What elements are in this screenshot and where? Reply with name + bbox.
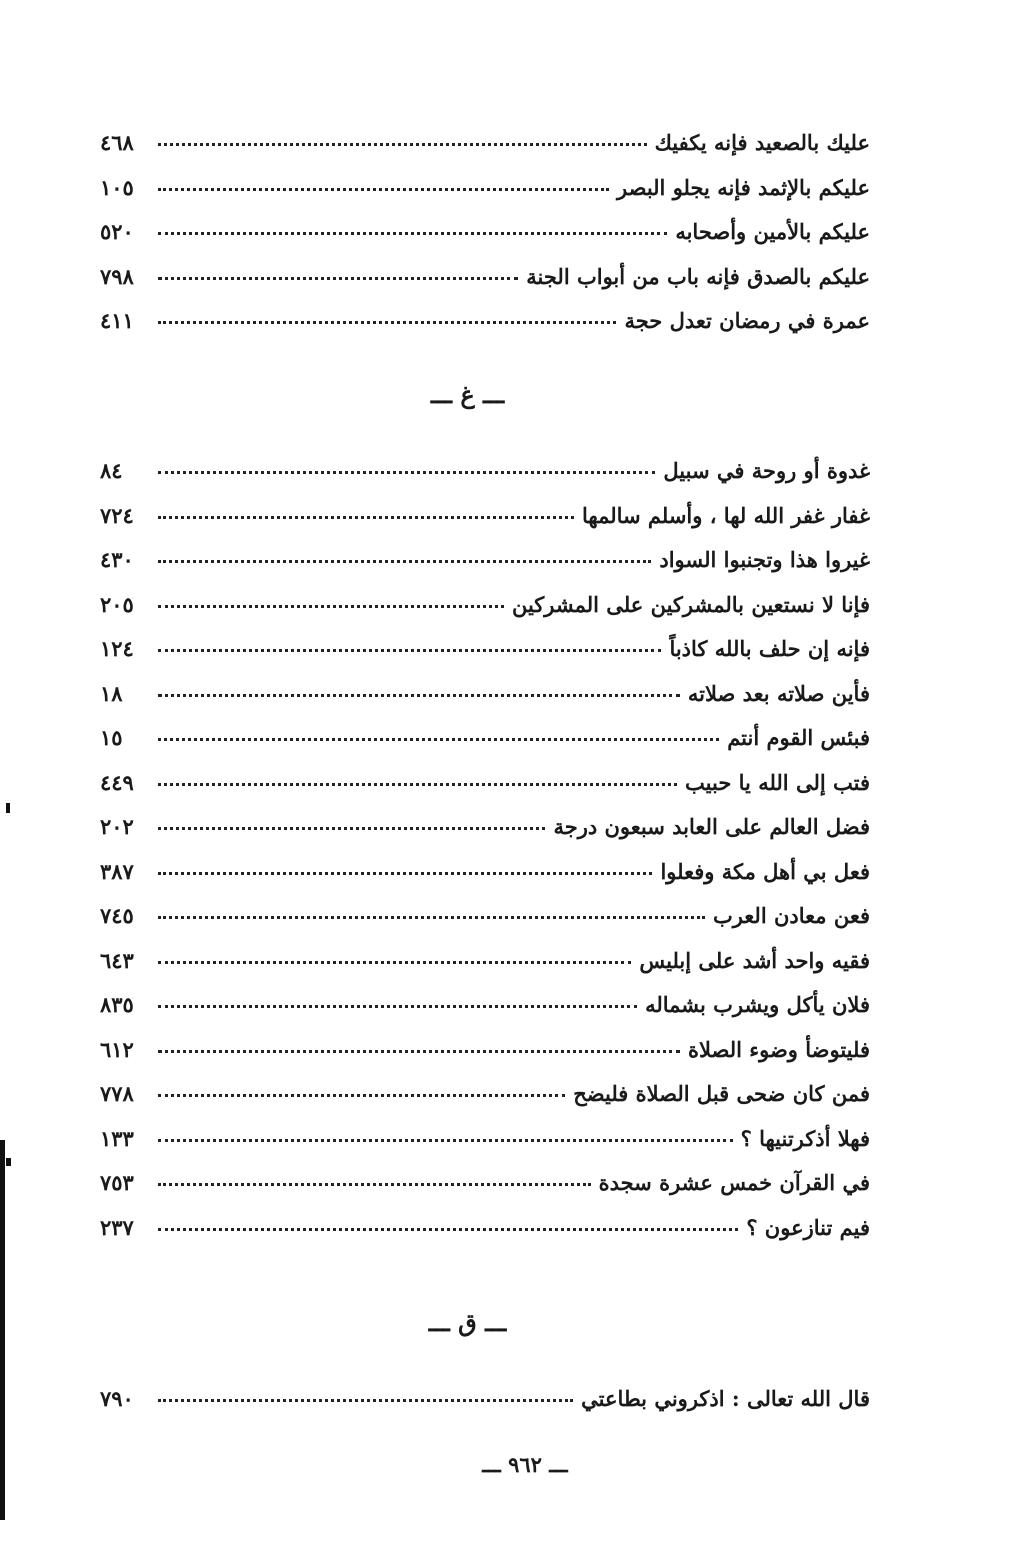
entry-page-number: ١٨ (100, 680, 123, 706)
entry-text: فلان يأكل ويشرب بشماله (645, 992, 870, 1017)
entries-list-top (100, 130, 870, 353)
entry-page-number: ٦١٢ (100, 1036, 134, 1062)
dot-leader (158, 188, 609, 191)
entry-text: فأين صلاته بعد صلاته (687, 680, 870, 706)
entry-text: قال الله تعالى : اذكروني بطاعتي (581, 1386, 870, 1411)
index-entry (100, 948, 870, 993)
entry-text: فهلا أذكرتنيها ؟ (740, 1125, 870, 1151)
entry-text: فقيه واحد أشد على إبليس (639, 947, 870, 973)
dot-leader (158, 872, 652, 875)
entry-page-number: ٤٦٨ (100, 130, 134, 155)
entry-text: عليكم بالإثمد فإنه يجلو البصر (617, 174, 870, 200)
entry-page-number: ٧٥٣ (100, 1170, 134, 1195)
entry-text: فليتوضأ وضوء الصلاة (687, 1036, 870, 1062)
index-entry (100, 308, 870, 353)
dot-leader (158, 961, 631, 964)
entry-page-number: ٣٨٧ (100, 858, 134, 884)
entry-page-number: ٦٤٣ (100, 947, 134, 973)
entry-page-number: ٤٤٩ (100, 769, 134, 795)
entry-page-number: ٢٣٧ (100, 1214, 134, 1240)
index-entry (100, 1037, 870, 1082)
section-heading-qaf: ـــ ق ـــ (428, 1308, 507, 1337)
entry-page-number: ١٣٣ (100, 1125, 134, 1151)
dot-leader (158, 1228, 738, 1231)
entry-text: غدوة أو روحة في سبيل (663, 458, 870, 483)
entry-page-number: ٧٢٤ (100, 502, 134, 528)
index-entry (100, 592, 870, 637)
index-entry (100, 1170, 870, 1215)
entry-page-number: ٧٩٠ (100, 1386, 134, 1411)
entry-text: فإنه إن حلف بالله كاذباً (669, 636, 870, 661)
section-heading-ghain: ـــ غ ـــ (430, 380, 505, 409)
index-entry (100, 859, 870, 904)
entry-text: فتب إلى الله يا حبيب (685, 769, 870, 795)
dot-leader (158, 694, 680, 697)
index-entry (100, 1126, 870, 1171)
entry-page-number: ٤٣٠ (100, 547, 134, 572)
index-entry (100, 547, 870, 592)
entries-list-ghain (100, 458, 870, 1259)
index-entry (100, 636, 870, 681)
entry-page-number: ١٥ (100, 725, 123, 750)
index-entry (100, 903, 870, 948)
entry-page-number: ٨٤ (100, 458, 123, 483)
dot-leader (158, 605, 504, 608)
dot-leader (158, 1094, 565, 1097)
index-entry (100, 130, 870, 175)
index-entry (100, 1386, 870, 1431)
entry-text: فعن معادن العرب (712, 903, 870, 928)
dot-leader (158, 471, 655, 474)
entry-page-number: ٤١١ (100, 308, 134, 333)
dot-leader (158, 1005, 637, 1008)
dot-leader (158, 783, 677, 786)
entry-page-number: ٥٢٠ (100, 219, 134, 244)
index-entry (100, 458, 870, 503)
entry-text: عليكم بالصدق فإنه باب من أبواب الجنة (526, 263, 870, 289)
index-entry (100, 219, 870, 264)
entry-text: عليك بالصعيد فإنه يكفيك (654, 130, 870, 155)
dot-leader (158, 1050, 680, 1053)
entry-page-number: ٧٩٨ (100, 263, 134, 289)
index-entry (100, 1215, 870, 1260)
dot-leader (158, 516, 574, 519)
index-entry (100, 175, 870, 220)
entry-page-number: ٢٠٢ (100, 814, 134, 839)
dot-leader (158, 232, 667, 235)
dot-leader (158, 1183, 591, 1186)
dot-leader (158, 1139, 733, 1142)
index-entry (100, 1081, 870, 1126)
dot-leader (158, 1399, 573, 1402)
dot-leader (158, 827, 545, 830)
index-entry (100, 264, 870, 309)
entry-text: عمرة في رمضان تعدل حجة (624, 308, 870, 333)
scan-edge-mark (6, 1158, 11, 1166)
index-entry (100, 681, 870, 726)
dot-leader (158, 321, 616, 324)
dot-leader (158, 560, 651, 563)
scan-edge-mark (0, 1140, 5, 1520)
entry-text: فمن كان ضحى قبل الصلاة فليضح (573, 1081, 870, 1106)
scan-edge-mark (6, 803, 10, 813)
entry-text: فبئس القوم أنتم (727, 725, 870, 750)
dot-leader (158, 649, 661, 652)
entry-page-number: ١٢٤ (100, 636, 134, 661)
entry-page-number: ١٠٥ (100, 174, 134, 200)
index-entry (100, 725, 870, 770)
entry-text: في القرآن خمس عشرة سجدة (598, 1170, 870, 1195)
dot-leader (158, 738, 719, 741)
dot-leader (158, 277, 518, 280)
dot-leader (158, 916, 705, 919)
entry-text: فضل العالم على العابد سبعون درجة (553, 814, 870, 839)
entry-page-number: ٨٣٥ (100, 992, 134, 1017)
entry-page-number: ٢٠٥ (100, 591, 134, 617)
entry-text: عليكم بالأمين وأصحابه (675, 219, 870, 244)
entries-list-qaf (100, 1386, 870, 1431)
index-entry (100, 992, 870, 1037)
dot-leader (158, 143, 647, 146)
index-entry (100, 814, 870, 859)
entry-text: فإنا لا نستعين بالمشركين على المشركين (511, 591, 870, 617)
page-number: ـــ ٩٦٢ ـــ (482, 1452, 568, 1477)
index-entry (100, 770, 870, 815)
entry-page-number: ٧٧٨ (100, 1081, 134, 1106)
index-entry (100, 503, 870, 548)
entry-text: فيم تنازعون ؟ (746, 1214, 870, 1240)
entry-page-number: ٧٤٥ (100, 903, 134, 928)
entry-text: فعل بي أهل مكة وفعلوا (660, 858, 870, 884)
entry-text: غيروا هذا وتجنبوا السواد (659, 547, 870, 572)
entry-text: غفار غفر الله لها ، وأسلم سالمها (581, 502, 870, 528)
